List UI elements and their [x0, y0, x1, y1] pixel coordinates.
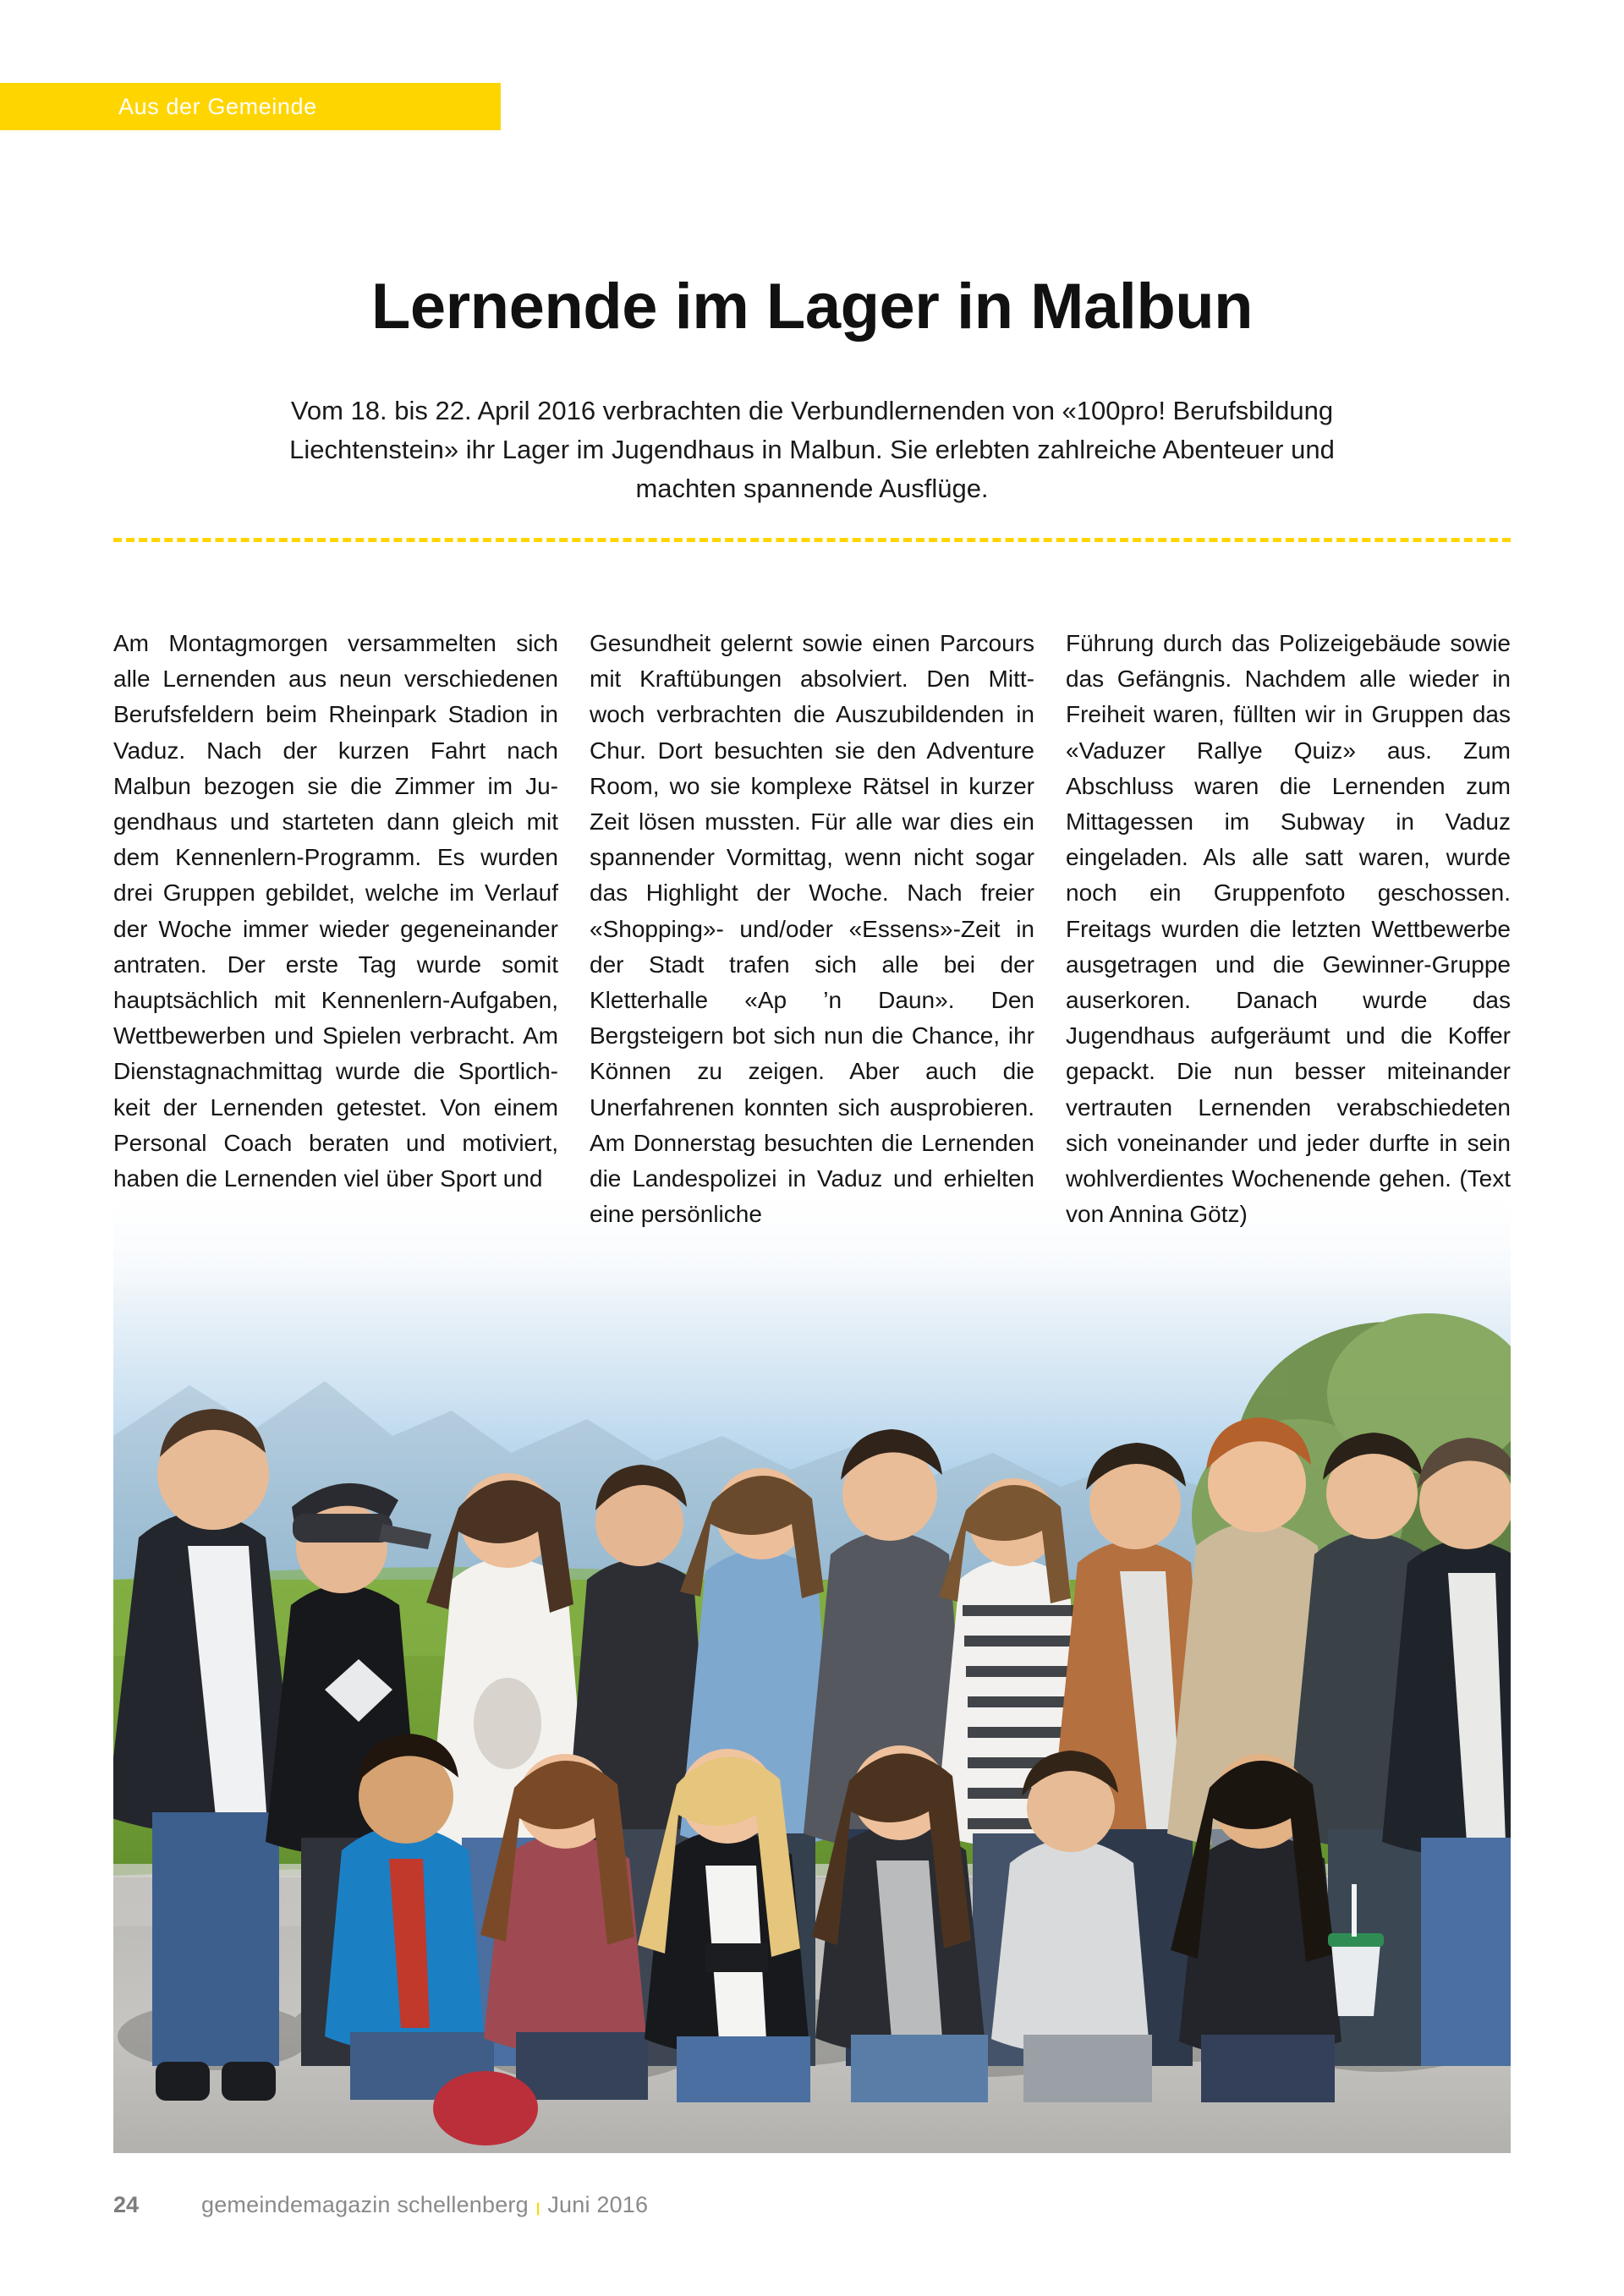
page-number: 24: [113, 2192, 140, 2217]
dashed-divider: [113, 538, 1511, 542]
issue-date: Juni 2016: [547, 2192, 649, 2217]
body-column-2: [590, 626, 1034, 1232]
page-title: Lernende im Lager in Malbun: [370, 270, 1254, 342]
body-column-1: [113, 626, 558, 1232]
body-text-1: Am Montagmorgen versammelten sich alle Lernenden aus neun verschiedenen Berufsfeldern beim Rheinpark Stadion in Vaduz. Nach der kurzen Fahrt nach Malbun bezogen sie die Zimmer im Jugendhaus und starteten dann gleich mit dem Kennenlern-Programm. Es wurden drei Gruppen gebildet, welche im Verlauf der Woche immer wieder gegeneinander antraten. Der erste Tag wurde somit hauptsächlich mit Kennenlern-Aufgaben, Wettbewerben und Spielen verbracht. Am Dienstagnachmittag wurde die Sportlichkeit der Lernenden getestet. Von einem Personal Coach beraten und motiviert, haben die Lernenden viel über Sport und: [113, 630, 558, 1192]
article-body: [113, 626, 1511, 1232]
body-column-3: [1066, 626, 1511, 1232]
group-photo-illustration: [113, 1182, 1511, 2153]
magazine-name: gemeindemagazin schellenberg: [201, 2192, 529, 2217]
article-photo: [113, 1182, 1511, 2153]
page-footer: [113, 2192, 1511, 2218]
footer-separator: |: [535, 2201, 540, 2216]
body-text-2: Gesundheit gelernt sowie einen Parcours mit Kraftübungen absolviert. Den Mittwoch verbrachten die Auszubildenden in Chur. Dort besuchten sie den Adventure Room, wo sie komplexe Rätsel in kurzer Zeit lösen mussten. Für alle war dies ein spannender Vormittag, wenn nicht sogar das Highlight der Woche. Nach freier «Shopping»- und/oder «Essens»-Zeit in der Stadt trafen sich alle bei der Kletterhalle «Ap ’n Daun». Den Bergsteigern bot sich nun die Chance, ihr Können zu zeigen. Aber auch die Unerfahrenen konnten sich ausprobieren. Am Donnerstag besuchten die Lernenden die Landespolizei in Vaduz und erhielten eine persönliche: [590, 630, 1034, 1228]
body-text-3: Führung durch das Polizeigebäude sowie das Gefängnis. Nachdem alle wieder in Freiheit waren, füllten wir in Gruppen das «Vaduzer Rallye Quiz» aus. Zum Abschluss waren die Lernenden zum Mittagessen im Subway in Vaduz eingeladen. Als alle satt waren, wurde noch ein Gruppenfoto geschossen. Freitags wurden die letzten Wettbewerbe ausgetragen und die Gewinner-Gruppe auserkoren. Danach wurde das Jugendhaus aufgeräumt und die Koffer gepackt. Die nun besser miteinander vertrauten Lernenden verabschiedeten sich voneinander und jeder durfte in sein wohlverdientes Wochenende gehen. (Text von Annina Götz): [1066, 630, 1511, 1228]
rubric-label: Aus der Gemeinde: [118, 93, 317, 119]
rubric-banner: [0, 83, 501, 130]
lead-paragraph: Vom 18. bis 22. April 2016 verbrachten die Verbundlernenden von «100pro! Berufsbildung Liechtenstein» ihr Lager im Jugendhaus in Malbun. Sie erlebten zahlreiche Abenteuer und machten spannende Ausflüge.: [289, 396, 1335, 503]
